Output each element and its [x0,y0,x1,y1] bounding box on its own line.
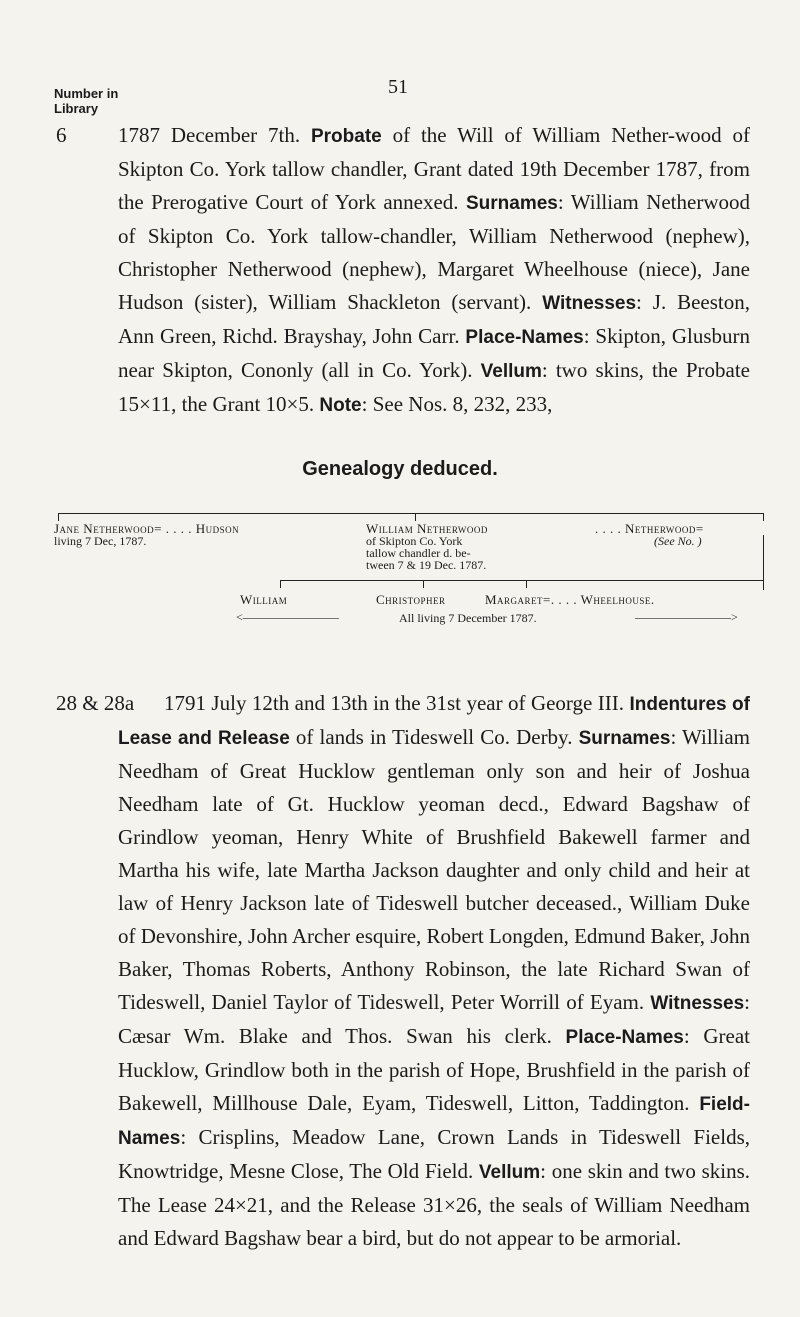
entry-text-part: : J. Beeston, Ann Green, Richd. Brayshay, John Carr. [118,290,751,348]
person-william-sr: William Netherwood [366,521,488,536]
entry-text-part: of lands in Tideswell Co. Derby. [289,725,579,749]
entry-label: Note [319,395,362,416]
margin-label-line1: Number in [54,86,119,101]
entry-label: Vellum [480,361,542,382]
person-jane: Jane Netherwood= . . . . Hudson [54,521,240,536]
entry-number: 6 [56,123,67,147]
person-william-sr-note: tallow chandler d. be- [366,546,471,560]
entry-label: Witnesses [650,993,745,1014]
person-child-william: William [240,592,288,607]
entry-label: Place-Names [465,327,584,348]
page-number: 51 [388,76,408,98]
entry-text-part: : William Netherwood of Skipton Co. York tallow-chandler, William Netherwood (nephew), Christopher Netherwood (nephew), Margaret Wheelhouse (niece), Jane Hudson (sister), William Shackleton (servant). [118,190,750,314]
tree-line [280,580,764,581]
tree-line [423,580,424,588]
entry-text-part: 1787 December 7th. [118,123,311,147]
tree-line [763,513,764,521]
entry-label: Surnames [465,193,558,214]
margin-label-line2: Library [54,101,99,116]
person-child-margaret: Margaret=. . . . Wheelhouse. [485,592,655,607]
entry-text-part: : Crisplins, Meadow Lane, Crown Lands in Tideswell Fields, Knowtridge, Mesne Close, The Old Field. [118,1125,750,1183]
tree-line [415,513,416,521]
tree-line [763,535,764,590]
entry-text [118,119,750,422]
left-arrow-icon: <———————— [236,610,339,624]
entry-label: Witnesses [542,293,637,314]
entry-text-part: : William Needham of Great Hucklow gentleman only son and heir of Joshua Needham late of Gt. Hucklow yeoman decd., Edward Bagshaw of Grindlow yeoman, Henry White of Brushfield Bakewell farmer and Martha his wife, late Martha Jackson daughter and only child and heir at law of Henry Jackson late of Tideswell butcher deceased., William Duke of Devonshire, John Archer esquire, Robert Longden, Edmund Baker, John Baker, Thomas Roberts, Anthony Robinson, the late Richard Swan of Tideswell, Daniel Taylor of Tideswell, Peter Worrill of Eyam. [118,725,750,1014]
person-netherwood: . . . . Netherwood= [595,521,704,536]
tree-line [58,513,764,514]
entry-label: Surnames [578,728,671,749]
entry-text-part: : Skipton, Glusburn near Skipton, Cononly (all in Co. York). [118,324,750,382]
entry-label: Field-Names [118,1094,750,1149]
entry-label: Vellum [478,1162,541,1183]
entry-number: 28 & 28a [56,691,135,715]
entry-text-part: : Great Hucklow, Grindlow both in the parish of Hope, Brushfield in the parish of Bakewell, Millhouse Dale, Eyam, Tideswell, Litton, Taddington. [118,1024,750,1115]
tree-line [280,580,281,588]
living-note: All living 7 December 1787. [399,611,537,625]
genealogy-title: Genealogy deduced. [302,458,498,480]
tree-line [526,580,527,588]
entry-label: Probate [310,126,382,147]
entry-text-part: : See Nos. 8, 232, 233, [361,392,553,416]
person-jane-note: living 7 Dec, 1787. [54,534,147,548]
person-child-christopher: Christopher [376,592,446,607]
entry-text-part: : Cæsar Wm. Blake and Thos. Swan his clerk. [118,990,750,1048]
entry-label: Indentures of Lease and Release [118,694,750,749]
entry-text-part: : one skin and two skins. The Lease 24×21, and the Release 31×26, the seals of William Needham and Edward Bagshaw bear a bird, but do not appear to be armorial. [118,1159,750,1250]
entry-text-part: : two skins, the Probate 15×11, the Grant 10×5. [118,358,750,416]
margin-label [54,86,118,116]
person-william-sr-note: tween 7 & 19 Dec. 1787. [366,558,487,572]
person-william-sr-note: of Skipton Co. York [366,534,463,548]
tree-line [58,513,59,521]
entry-text-part: of the Will of William Nether-wood of Skipton Co. York tallow chandler, Grant dated 19th December 1787, from the Prerogative Court of York annexed. [118,123,750,214]
person-netherwood-note: (See No. ) [654,534,702,548]
entry-text-part: 1791 July 12th and 13th in the 31st year of George III. [164,691,630,715]
right-arrow-icon: ————————> [635,610,738,624]
entry-label: Place-Names [565,1027,684,1048]
entry-text [118,687,750,1255]
